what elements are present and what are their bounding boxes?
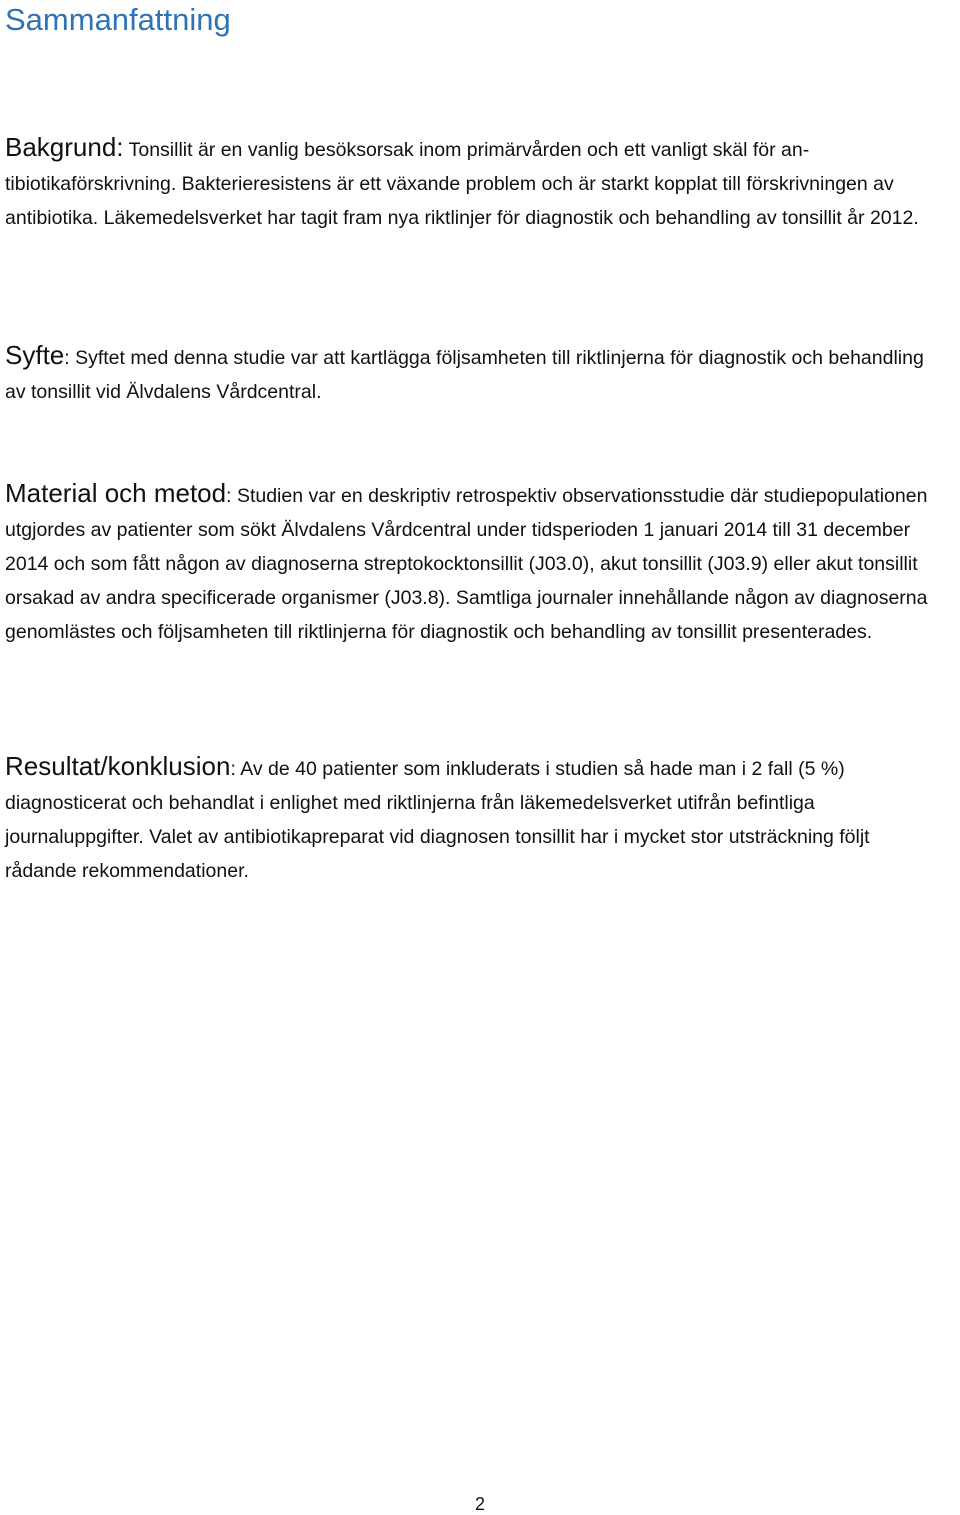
section-material-och-metod	[5, 476, 945, 649]
section-label-syfte: Syfte	[5, 340, 65, 370]
section-text-resultat-konklusion: : Av de 40 patienter som inkluderats i studien så hade man i 2 fall (5 %) diagnosticerat och behandlat i enlighet med riktlinjerna från läkemedelsverket utifrån befintliga journaluppgifter. Valet av antibiotikapreparat vid diagnosen tonsillit har i mycket stor utsträckning följt rådande rekommendationer.	[5, 758, 870, 882]
section-label-material-och-metod: Material och metod	[5, 478, 227, 508]
section-resultat-konklusion	[5, 749, 945, 888]
section-text-syfte: : Syftet med denna studie var att kartlägga följsamheten till riktlinjerna för diagnostik och behandling av tonsillit vid Älvdalens Vårdcentral.	[5, 347, 924, 403]
page-number: 2	[474, 1494, 485, 1514]
section-bakgrund	[5, 130, 945, 235]
page-title: Sammanfattning	[5, 2, 231, 37]
section-syfte	[5, 338, 945, 409]
section-text-material-och-metod: : Studien var en deskriptiv retrospektiv observationsstudie där studiepopulationen utgjordes av patienter som sökt Älvdalens Vårdcentral under tidsperioden 1 januari 2014 till 31 december 2014 och som fått någon av diagnoserna streptokocktonsillit (J03.0), akut tonsillit (J03.9) eller akut tonsillit orsakad av andra specificerade organismer (J03.8). Samtliga journaler innehållande någon av diagnoserna genomlästes och följsamheten till riktlinjerna för diagnostik och behandling av tonsillit presenterades.	[5, 485, 928, 643]
section-label-resultat-konklusion: Resultat/konklusion	[5, 751, 231, 781]
section-text-bakgrund: Tonsillit är en vanlig besöksorsak inom primärvården och ett vanligt skäl för antibiotikaförskrivning. Bakterieresistens är ett växande problem och är starkt kopplat till förskrivningen av antibiotika. Läkemedelsverket har tagit fram nya riktlinjer för diagnostik och behandling av tonsillit år 2012.	[5, 139, 919, 229]
section-label-bakgrund: Bakgrund:	[5, 132, 124, 162]
